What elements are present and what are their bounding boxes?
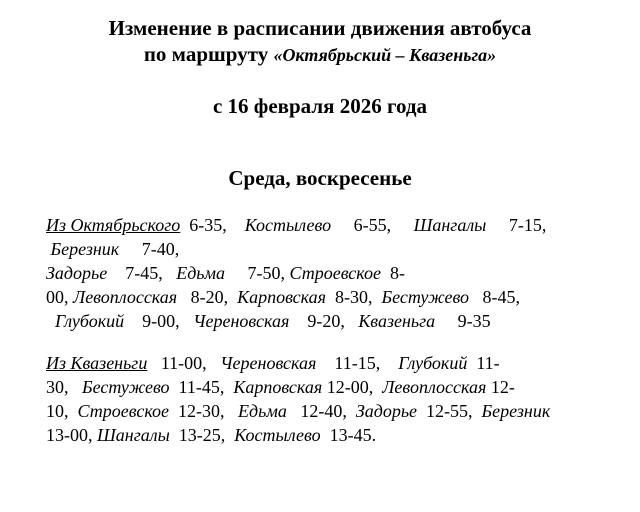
stop-time: 8-20 xyxy=(190,287,224,307)
stop-name: Глубокий xyxy=(398,353,468,373)
return-origin: Из Квазеньги xyxy=(46,353,148,373)
stop-time: 13-45 xyxy=(329,425,372,445)
document-title-line2 xyxy=(0,42,640,67)
stop-name: Череновская xyxy=(193,311,290,331)
stop-time: 9-20 xyxy=(307,311,341,331)
return-line-1: Из Квазеньги 11-00, Череновская 11-15, Глубокий 11- xyxy=(46,353,500,373)
stop-name: Едьма xyxy=(238,401,287,421)
return-origin-time: 11-00 xyxy=(160,353,203,373)
stop-time: 12-30 xyxy=(178,401,221,421)
stop-time: 11-15 xyxy=(334,353,376,373)
stop-name: Костылево xyxy=(244,215,332,235)
stop-time: 12-40 xyxy=(300,401,343,421)
stop-time: 13-25 xyxy=(178,425,221,445)
outbound-origin-time: 6-35 xyxy=(189,215,223,235)
stop-name: Костылево xyxy=(234,425,321,445)
stop-name: Бестужево xyxy=(381,287,470,307)
stop-time-part: 8- xyxy=(390,263,406,283)
document-title-line1: Изменение в расписании движения автобуса xyxy=(108,16,532,40)
title-prefix: по маршруту xyxy=(143,42,274,66)
stop-name: Шангалы xyxy=(97,425,170,445)
stop-name: Левоплосская xyxy=(382,377,487,397)
stop-name: Бестужево xyxy=(82,377,170,397)
stop-name: Левоплосская xyxy=(73,287,178,307)
stop-name: Березник xyxy=(481,401,551,421)
stop-name: Строевское xyxy=(77,401,170,421)
stop-time: 9-35 xyxy=(457,311,491,331)
return-line-2: 30, Бестужево 11-45, Карповская 12-00, Левоплосская 12- xyxy=(46,377,515,397)
outbound-origin: Из Октябрьского xyxy=(46,215,181,235)
stop-name: Задорье xyxy=(355,401,418,421)
return-line-4: 13-00, Шангалы 13-25, Костылево 13-45. xyxy=(46,425,377,445)
return-line-3: 10, Строевское 12-30, Едьма 12-40, Задорье 12-55, Березник xyxy=(46,401,551,421)
outbound-line-4: 00, Левоплосская 8-20, Карповская 8-30, Бестужево 8-45, xyxy=(46,287,521,307)
outbound-line-1: Из Октябрьского 6-35, Костылево 6-55, Шангалы 7-15, xyxy=(46,215,547,235)
stop-time: 7-45 xyxy=(125,263,159,283)
stop-time-part: 10 xyxy=(46,401,64,421)
stop-time-part: 00 xyxy=(46,287,64,307)
stop-time: 7-15 xyxy=(508,215,542,235)
stop-time: 9-00 xyxy=(142,311,176,331)
stop-name: Карповская xyxy=(237,287,327,307)
stop-name: Едьма xyxy=(176,263,225,283)
stop-time: 7-50 xyxy=(247,263,281,283)
days-of-operation: Среда, воскресенье xyxy=(228,166,412,190)
outbound-line-3: Задорье 7-45, Едьма 7-50, Строевское 8- xyxy=(46,263,406,283)
stop-name: Шангалы xyxy=(413,215,487,235)
outbound-line-2: Березник 7-40, xyxy=(50,239,180,259)
stop-time: 12-55 xyxy=(426,401,469,421)
stop-time: 6-55 xyxy=(353,215,387,235)
stop-time: 12-00 xyxy=(326,377,369,397)
stop-time: 8-30 xyxy=(335,287,369,307)
stop-time: 7-40 xyxy=(141,239,175,259)
stop-time-part: 30 xyxy=(46,377,64,397)
stop-name: Задорье xyxy=(46,263,108,283)
stop-time: 11-45 xyxy=(178,377,220,397)
route-name: «Октябрьский – Квазеньга» xyxy=(273,45,497,65)
stop-name: Глубокий xyxy=(55,311,125,331)
stop-name: Череновская xyxy=(220,353,317,373)
stop-time: 13-00 xyxy=(46,425,88,445)
stop-time-part: 12- xyxy=(490,377,515,397)
stop-name: Березник xyxy=(50,239,120,259)
effective-date: с 16 февраля 2026 года xyxy=(212,94,428,118)
outbound-line-5: Глубокий 9-00, Череновская 9-20, Квазеньга 9-35 xyxy=(55,311,491,331)
stop-name: Строевское xyxy=(289,263,382,283)
stop-time: 8-45 xyxy=(482,287,516,307)
stop-name: Карповская xyxy=(233,377,323,397)
stop-name: Квазеньга xyxy=(358,311,436,331)
stop-time-part: 11- xyxy=(476,353,500,373)
